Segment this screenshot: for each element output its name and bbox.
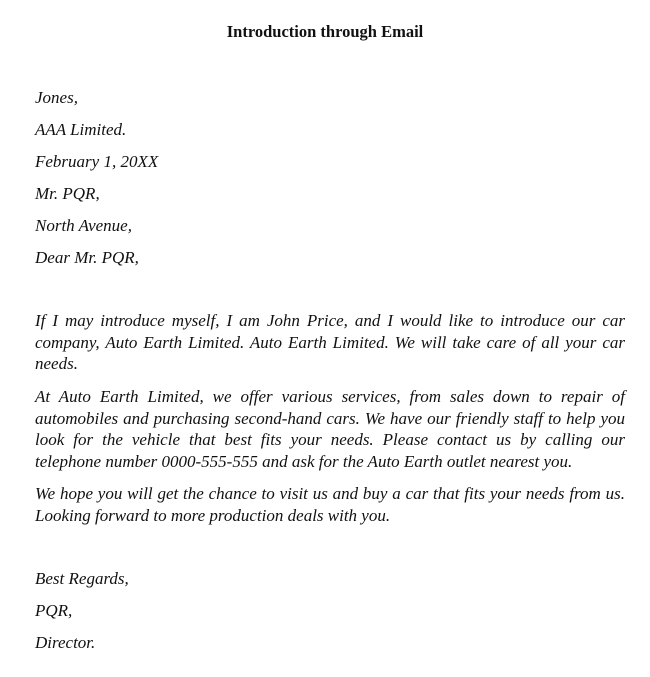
body-paragraph-intro: If I may introduce myself, I am John Price, and I would like to introduce our car company, Auto Earth Limited. Auto Earth Limited. We will take care of all your car needs. xyxy=(35,311,625,373)
signer-title: Director. xyxy=(35,633,96,652)
signer-name: PQR, xyxy=(35,601,73,620)
recipient-name: Mr. PQR, xyxy=(35,184,100,203)
recipient-address: North Avenue, xyxy=(35,216,132,235)
letter-date: February 1, 20XX xyxy=(35,152,159,171)
sign-off: Best Regards, xyxy=(35,569,129,588)
body-paragraph-closing: We hope you will get the chance to visit us and buy a car that fits your needs from us. Looking forward to more production deals with you. xyxy=(35,484,625,525)
sender-name: Jones, xyxy=(35,88,78,107)
sender-company: AAA Limited. xyxy=(35,120,127,139)
document-title: Introduction through Email xyxy=(226,22,424,41)
salutation: Dear Mr. PQR, xyxy=(35,248,139,267)
body-paragraph-services: At Auto Earth Limited, we offer various services, from sales down to repair of automobiles and purchasing second-hand cars. We have our friendly staff to help you look for the vehicle that best fits your needs. Please contact us by calling our telephone number 0000-555-555 and ask for the Auto Earth outlet nearest you. xyxy=(35,387,625,471)
